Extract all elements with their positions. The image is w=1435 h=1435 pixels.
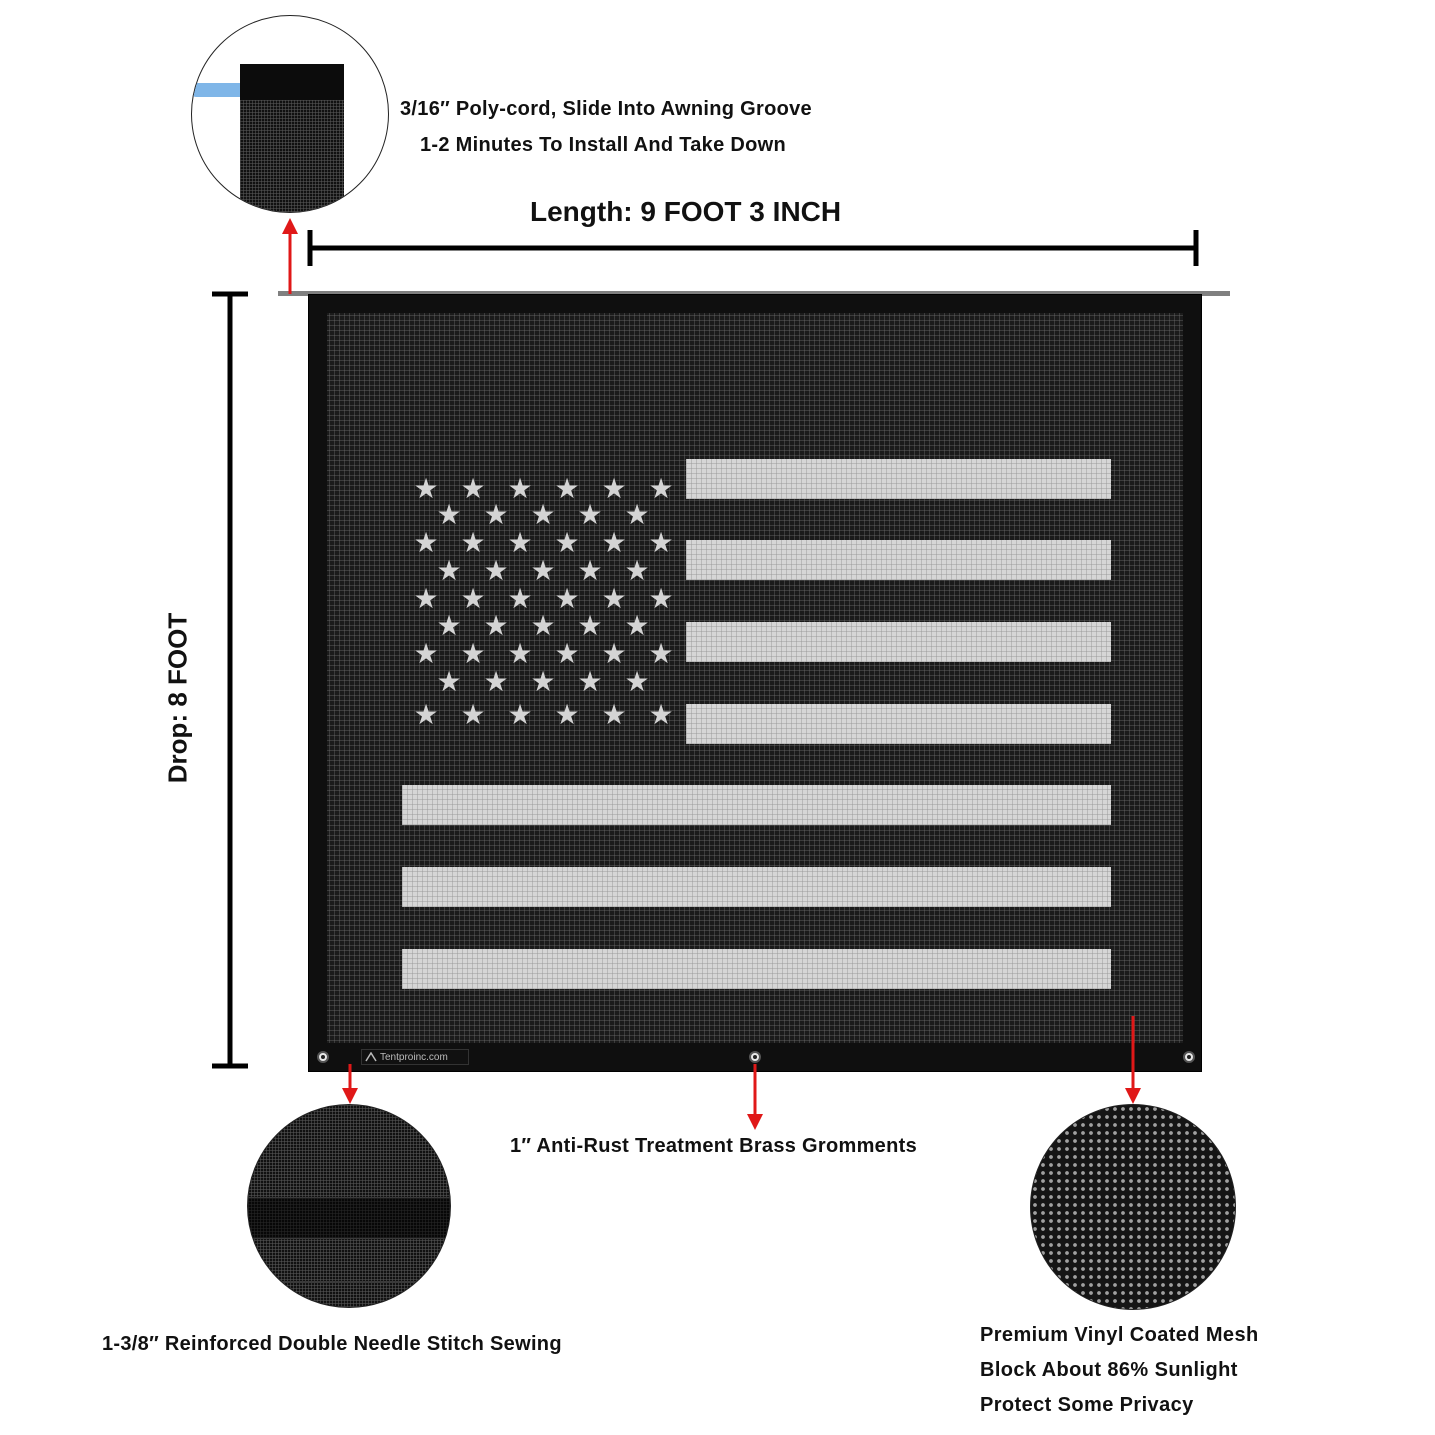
flag-star-icon: ★: [601, 526, 627, 559]
flag-star-icon: ★: [460, 698, 486, 731]
flag-star-icon: ★: [413, 637, 439, 670]
flag-star-icon: ★: [436, 609, 462, 642]
stitch-label: 1-3/8″ Reinforced Double Needle Stitch Sewing: [102, 1333, 562, 1355]
flag-star-icon: ★: [460, 526, 486, 559]
flag-stripe: [686, 622, 1111, 662]
flag-star-icon: ★: [577, 498, 603, 531]
flag-star-icon: ★: [460, 472, 486, 505]
flag-stripe: [402, 785, 1111, 825]
flag-star-icon: ★: [624, 609, 650, 642]
poly-cord-label: 3/16″ Poly-cord, Slide Into Awning Groove: [400, 98, 812, 120]
flag-star-icon: ★: [507, 526, 533, 559]
flag-star-icon: ★: [436, 554, 462, 587]
flag-star-icon: ★: [577, 554, 603, 587]
poly-cord-detail-circle: [191, 15, 389, 213]
flag-star-icon: ★: [460, 582, 486, 615]
drop-label: Drop: 8 FOOT: [162, 612, 193, 784]
install-time-label: 1-2 Minutes To Install And Take Down: [420, 134, 787, 156]
flag-stripe: [686, 540, 1111, 580]
flag-star-icon: ★: [413, 526, 439, 559]
flag-star-icon: ★: [483, 665, 509, 698]
flag-star-icon: ★: [648, 472, 674, 505]
flag-stripe: [686, 704, 1111, 744]
flag-star-icon: ★: [601, 698, 627, 731]
flag-star-icon: ★: [624, 554, 650, 587]
flag-stripe: [402, 949, 1111, 989]
flag-star-icon: ★: [483, 609, 509, 642]
flag-star-icon: ★: [460, 637, 486, 670]
mesh-detail-circle: [1030, 1104, 1236, 1310]
mesh-callout-arrow: [1121, 1016, 1145, 1104]
flag-star-icon: ★: [507, 472, 533, 505]
flag-star-icon: ★: [554, 582, 580, 615]
flag-star-icon: ★: [624, 498, 650, 531]
flag-star-icon: ★: [554, 526, 580, 559]
flag-star-icon: ★: [648, 698, 674, 731]
flag-star-icon: ★: [483, 498, 509, 531]
flag-star-icon: ★: [530, 498, 556, 531]
sleeve-hem: [240, 64, 344, 100]
flag-star-icon: ★: [648, 582, 674, 615]
flag-star-icon: ★: [601, 637, 627, 670]
flag-star-icon: ★: [507, 637, 533, 670]
length-dimension-line: [300, 226, 1205, 270]
stitch-line: [248, 1281, 450, 1283]
flag-star-icon: ★: [648, 637, 674, 670]
grommet-label: 1″ Anti-Rust Treatment Brass Gromments: [510, 1135, 917, 1157]
flag-star-icon: ★: [483, 554, 509, 587]
flag-star-icon: ★: [507, 582, 533, 615]
mesh-label-line3: Protect Some Privacy: [980, 1394, 1194, 1416]
flag-star-icon: ★: [530, 554, 556, 587]
length-label: Length: 9 FOOT 3 INCH: [530, 196, 842, 227]
flag-stripe: [402, 867, 1111, 907]
cord-callout-arrow: [278, 218, 302, 294]
flag-star-icon: ★: [436, 498, 462, 531]
flag-stripe: [686, 459, 1111, 499]
tent-logo-icon: [365, 1052, 377, 1062]
flag-star-icon: ★: [648, 526, 674, 559]
drop-dimension-line: [208, 290, 252, 1072]
flag-star-icon: ★: [413, 582, 439, 615]
flag-star-icon: ★: [601, 582, 627, 615]
flag-star-icon: ★: [413, 698, 439, 731]
flag-star-icon: ★: [624, 665, 650, 698]
mesh-label-line1: Premium Vinyl Coated Mesh: [980, 1324, 1259, 1346]
double-stitch-band: [248, 1197, 450, 1239]
flag-star-icon: ★: [554, 637, 580, 670]
flag-star-icon: ★: [530, 609, 556, 642]
flag-star-icon: ★: [554, 698, 580, 731]
mesh-label-line2: Block About 86% Sunlight: [980, 1359, 1238, 1381]
brand-logo: [361, 1049, 469, 1065]
flag-star-icon: ★: [554, 472, 580, 505]
flag-star-icon: ★: [577, 665, 603, 698]
stitch-callout-arrow: [338, 1064, 362, 1104]
flag-star-icon: ★: [507, 698, 533, 731]
flag-star-icon: ★: [601, 472, 627, 505]
flag-star-icon: ★: [436, 665, 462, 698]
flag-star-icon: ★: [530, 665, 556, 698]
stitch-detail-circle: [247, 1104, 451, 1308]
grommet: [317, 1051, 329, 1063]
brand-logo-text: Tentproinc.com: [380, 1051, 448, 1063]
grommet: [1183, 1051, 1195, 1063]
grommet-callout-arrow: [743, 1064, 767, 1130]
flag-star-icon: ★: [413, 472, 439, 505]
flag-star-icon: ★: [577, 609, 603, 642]
grommet: [749, 1051, 761, 1063]
shade-panel: [308, 294, 1202, 1072]
